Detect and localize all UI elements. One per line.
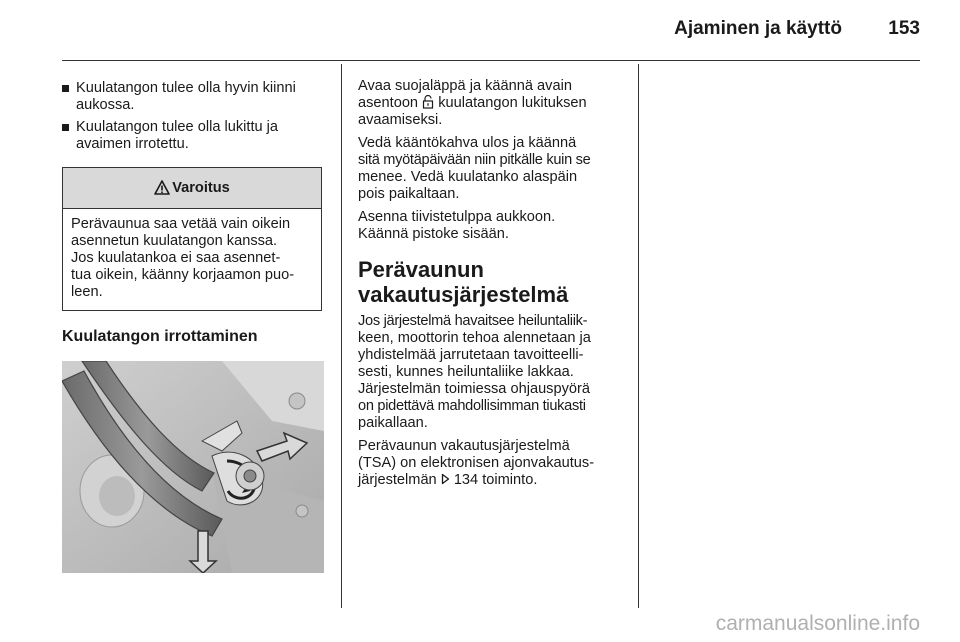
header-title: Ajaminen ja käyttö <box>674 18 842 39</box>
text-line: sesti, kunnes heiluntaliike lakkaa. <box>358 364 574 380</box>
bullet-square-icon <box>62 124 69 131</box>
page-reference-link[interactable]: 134 <box>453 472 479 488</box>
paragraph-tsa-reference <box>358 438 628 489</box>
warning-line: Perävaunua saa vetää vain oikein <box>71 216 291 232</box>
header-divider <box>62 60 920 61</box>
warning-body <box>63 209 321 310</box>
text-line: on pidettävä mahdollisimman tiukasti <box>358 398 586 414</box>
text-line: Vedä kääntökahva ulos ja käännä <box>358 135 577 151</box>
text-line: paikallaan. <box>358 415 428 431</box>
column-divider-right <box>638 64 639 608</box>
text-span: asentoon <box>358 95 419 111</box>
left-column <box>62 80 326 573</box>
page-reference-arrow-icon[interactable] <box>441 473 450 485</box>
bullet-item <box>62 119 326 153</box>
text-line: Asenna tiivistetulppa aukkoon. <box>358 209 556 225</box>
towbar-removal-illustration <box>62 361 324 573</box>
text-line: Käännä pistoke sisään. <box>358 226 509 242</box>
bullet-square-icon <box>62 85 69 92</box>
unlocked-padlock-icon <box>422 95 434 109</box>
text-line: pois paikaltaan. <box>358 186 460 202</box>
warning-line: Jos kuulatankoa ei saa asennet- <box>71 250 281 266</box>
warning-header <box>63 168 321 209</box>
text-line: (TSA) on elektronisen ajonvakautus- <box>358 455 595 471</box>
text-line <box>358 472 628 489</box>
paragraph-pull-handle <box>358 135 628 203</box>
text-line: yhdistelmää jarrutetaan tavoitteelli- <box>358 347 584 363</box>
text-line: Järjestelmän toimiessa ohjauspyörä <box>358 381 590 397</box>
bullet-text: Kuulatangon tulee olla hyvin kiinni aukossa. <box>76 80 296 113</box>
section-title-line: Perävaunun <box>358 257 484 282</box>
section-title <box>358 257 628 307</box>
warning-line: asennetun kuulatangon kanssa. <box>71 233 278 249</box>
right-column <box>358 78 628 495</box>
text-span: järjestelmän <box>358 472 437 488</box>
text-line <box>358 95 628 112</box>
text-line: keen, moottorin tehoa alennetaan ja <box>358 330 591 346</box>
warning-title: Varoitus <box>172 179 230 196</box>
text-line: menee. Vedä kuulatanko alaspäin <box>358 169 578 185</box>
warning-line: leen. <box>71 284 103 300</box>
watermark: carmanualsonline.info <box>715 612 920 635</box>
warning-triangle-icon <box>154 180 170 196</box>
subheading: Kuulatangon irrottaminen <box>62 328 258 345</box>
column-divider-left <box>341 64 342 608</box>
warning-box <box>62 167 322 311</box>
paragraph-turn-key <box>358 78 628 129</box>
text-span: kuulatangon lukituksen <box>438 95 587 111</box>
paragraph-install-plug <box>358 209 628 243</box>
bullet-item <box>62 80 326 114</box>
text-line: Avaa suojaläppä ja käännä avain <box>358 78 572 94</box>
text-line: avaamiseksi. <box>358 112 443 128</box>
page-number: 153 <box>888 18 920 39</box>
text-line: Perävaunun vakautusjärjestelmä <box>358 438 570 454</box>
text-line: Jos järjestelmä havaitsee heiluntaliik- <box>358 313 588 329</box>
text-span: toiminto. <box>482 472 538 488</box>
section-title-line: vakautusjärjestelmä <box>358 282 569 307</box>
paragraph-tsa-description <box>358 313 628 432</box>
bullet-text: Kuulatangon tulee olla lukittu ja avaimen irrotettu. <box>76 119 279 152</box>
warning-line: tua oikein, käänny korjaamon puo- <box>71 267 295 283</box>
text-line: sitä myötäpäivään niin pitkälle kuin se <box>358 152 591 168</box>
